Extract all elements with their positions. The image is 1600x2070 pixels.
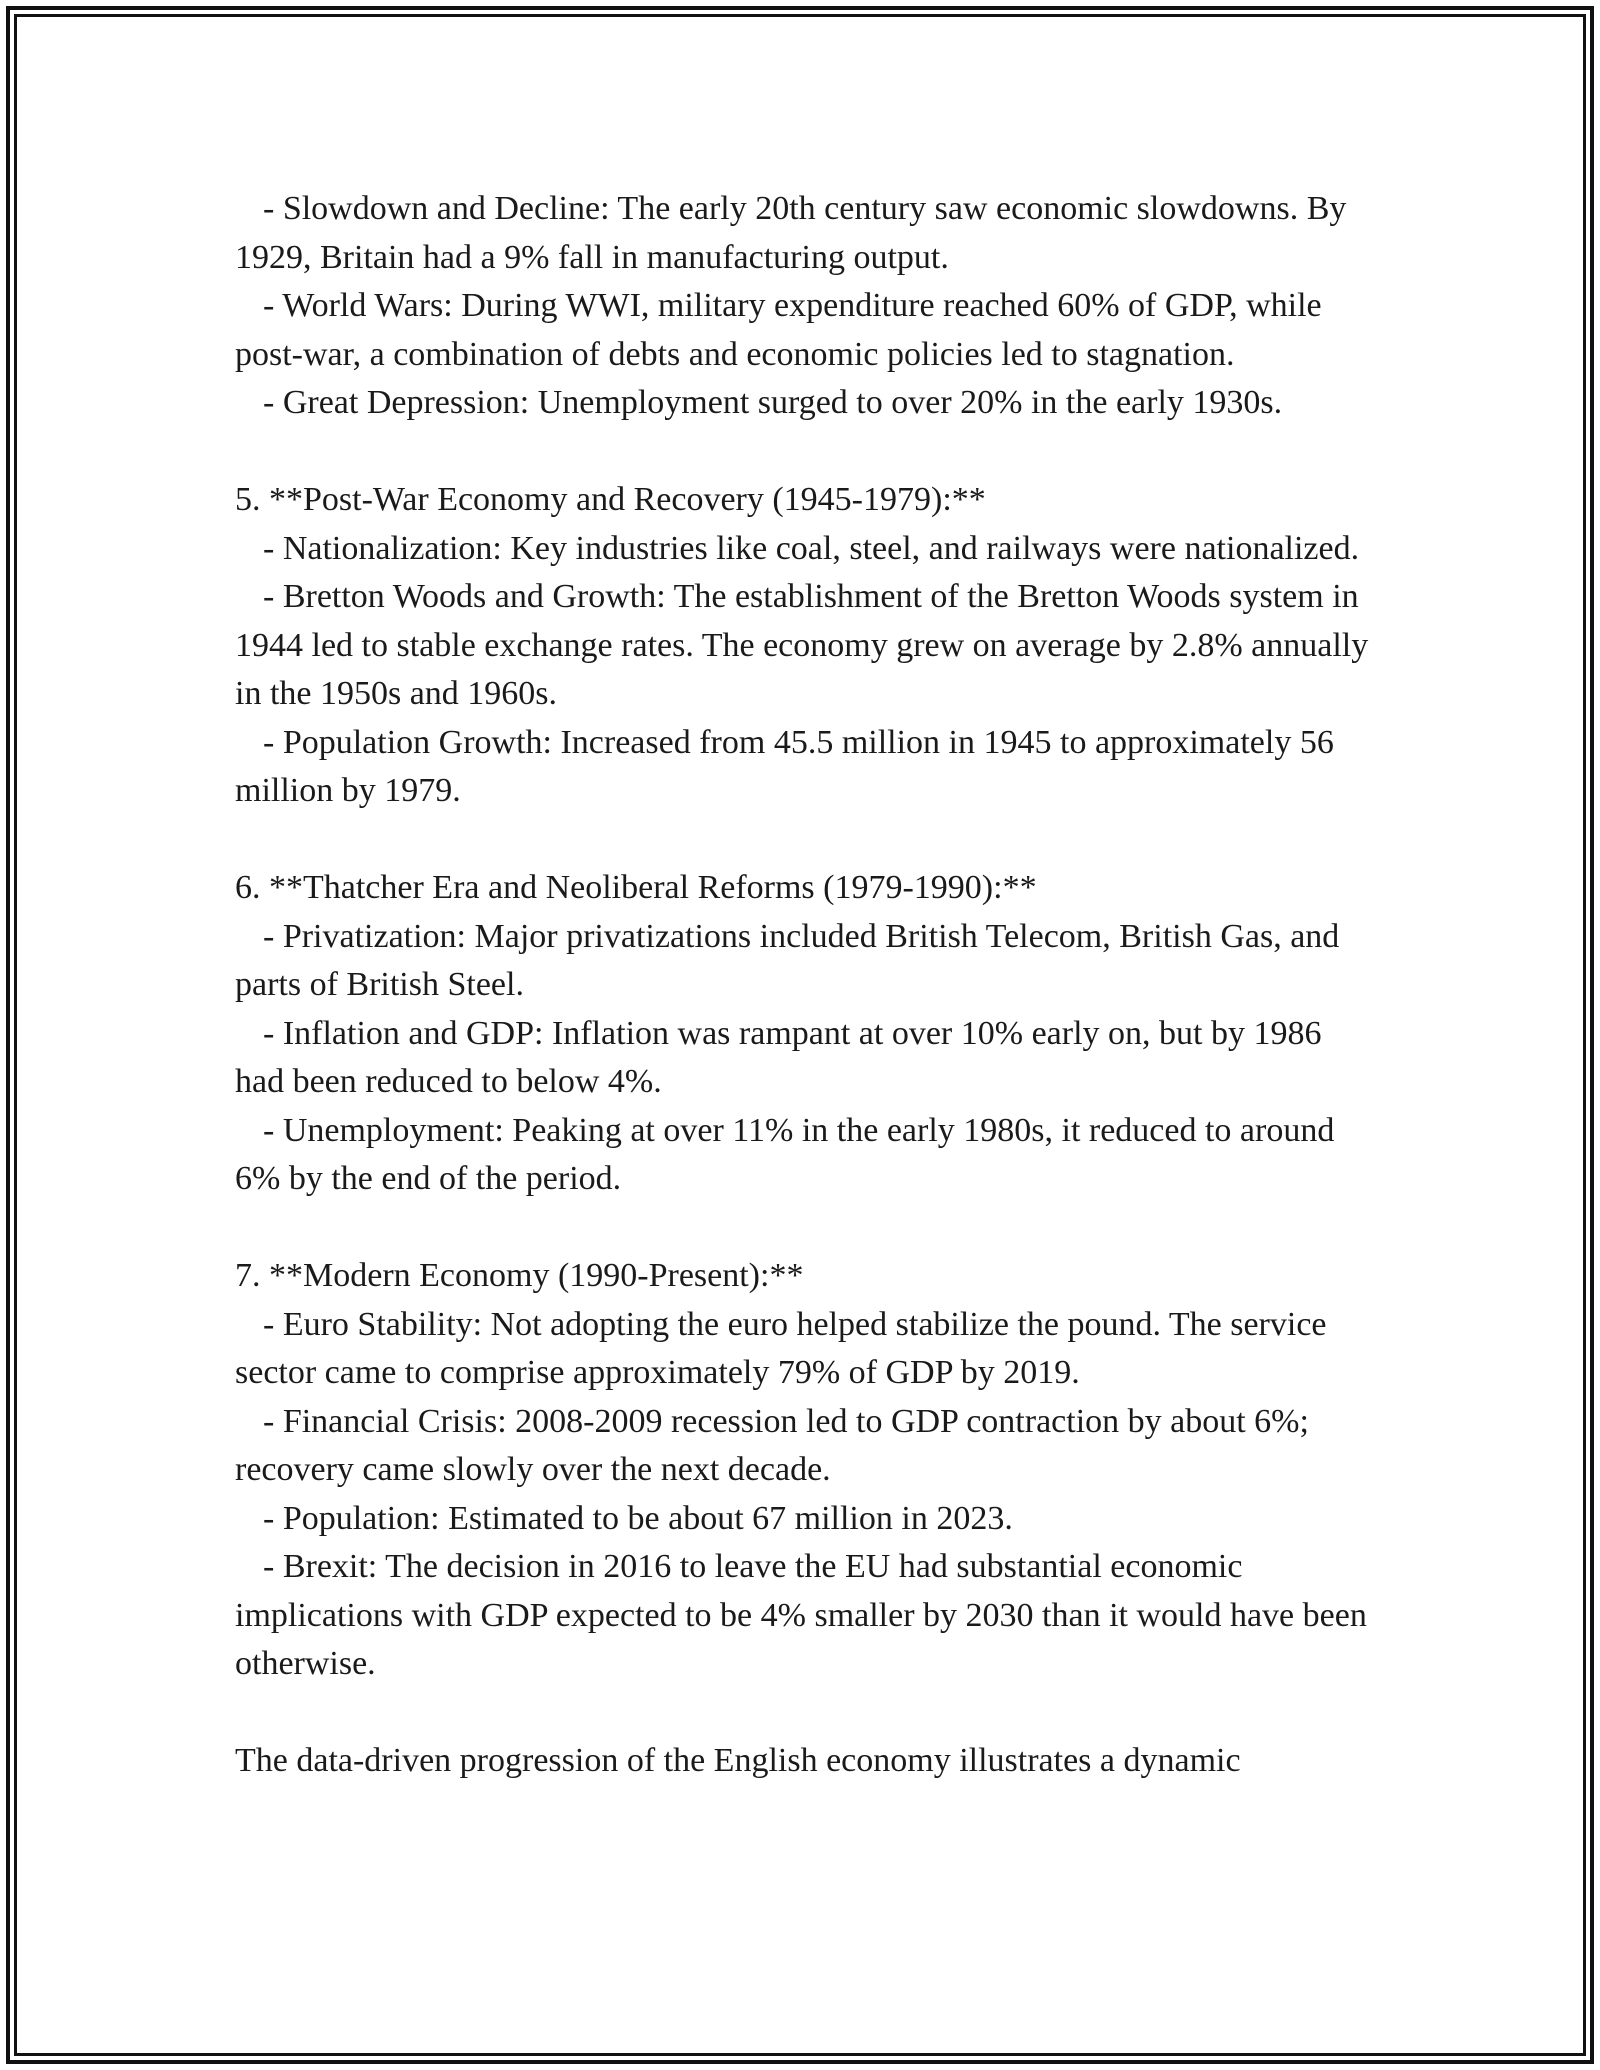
paragraph-spacer xyxy=(235,428,1370,477)
paragraph-inflation-gdp: - Inflation and GDP: Inflation was rampant at over 10% early on, but by 1986 had been reduced to below 4%. xyxy=(235,1014,1322,1100)
paragraph-euro-stability: - Euro Stability: Not adopting the euro helped stabilize the pound. The service sector came to comprise approximately 79% of GDP by 2019. xyxy=(235,1305,1327,1391)
paragraph-bretton-woods: - Bretton Woods and Growth: The establishment of the Bretton Woods system in 1944 led to stable exchange rates. The economy grew on average by 2.8% annually in the 1950s and 1960s. xyxy=(235,578,1369,712)
paragraph-spacer xyxy=(235,1689,1370,1738)
paragraph-population: - Population: Estimated to be about 67 million in 2023. xyxy=(263,1499,1013,1537)
paragraph-financial-crisis: - Financial Crisis: 2008-2009 recession led to GDP contraction by about 6%; recovery came slowly over the next decade. xyxy=(235,1402,1309,1488)
section-heading-modern: 7. **Modern Economy (1990-Present):** xyxy=(235,1257,804,1294)
paragraph-unemployment: - Unemployment: Peaking at over 11% in the early 1980s, it reduced to around 6% by the end of the period. xyxy=(235,1111,1335,1197)
paragraph-world-wars: - World Wars: During WWI, military expenditure reached 60% of GDP, while post-war, a combination of debts and economic policies led to stagnation. xyxy=(235,287,1322,373)
paragraph-conclusion: The data-driven progression of the English economy illustrates a dynamic xyxy=(235,1742,1241,1779)
paragraph-population-growth: - Population Growth: Increased from 45.5 million in 1945 to approximately 56 million by 1979. xyxy=(235,723,1334,809)
paragraph-nationalization: - Nationalization: Key industries like coal, steel, and railways were nationalized. xyxy=(263,529,1360,567)
paragraph-spacer xyxy=(235,1204,1370,1253)
section-heading-thatcher: 6. **Thatcher Era and Neoliberal Reforms (1979-1990):** xyxy=(235,869,1037,906)
paragraph-privatization: - Privatization: Major privatizations included British Telecom, British Gas, and parts of British Steel. xyxy=(235,917,1340,1003)
paragraph-great-depression: - Great Depression: Unemployment surged to over 20% in the early 1930s. xyxy=(263,384,1283,421)
paragraph-slowdown: - Slowdown and Decline: The early 20th century saw economic slowdowns. By 1929, Britain had a 9% fall in manufacturing output. xyxy=(235,190,1347,276)
paragraph-spacer xyxy=(235,816,1370,865)
paragraph-brexit: - Brexit: The decision in 2016 to leave the EU had substantial economic implications with GDP expected to be 4% smaller by 2030 than it would have been otherwise. xyxy=(235,1548,1367,1682)
document-body xyxy=(235,185,1370,1786)
section-heading-post-war: 5. **Post-War Economy and Recovery (1945-1979):** xyxy=(235,481,986,518)
